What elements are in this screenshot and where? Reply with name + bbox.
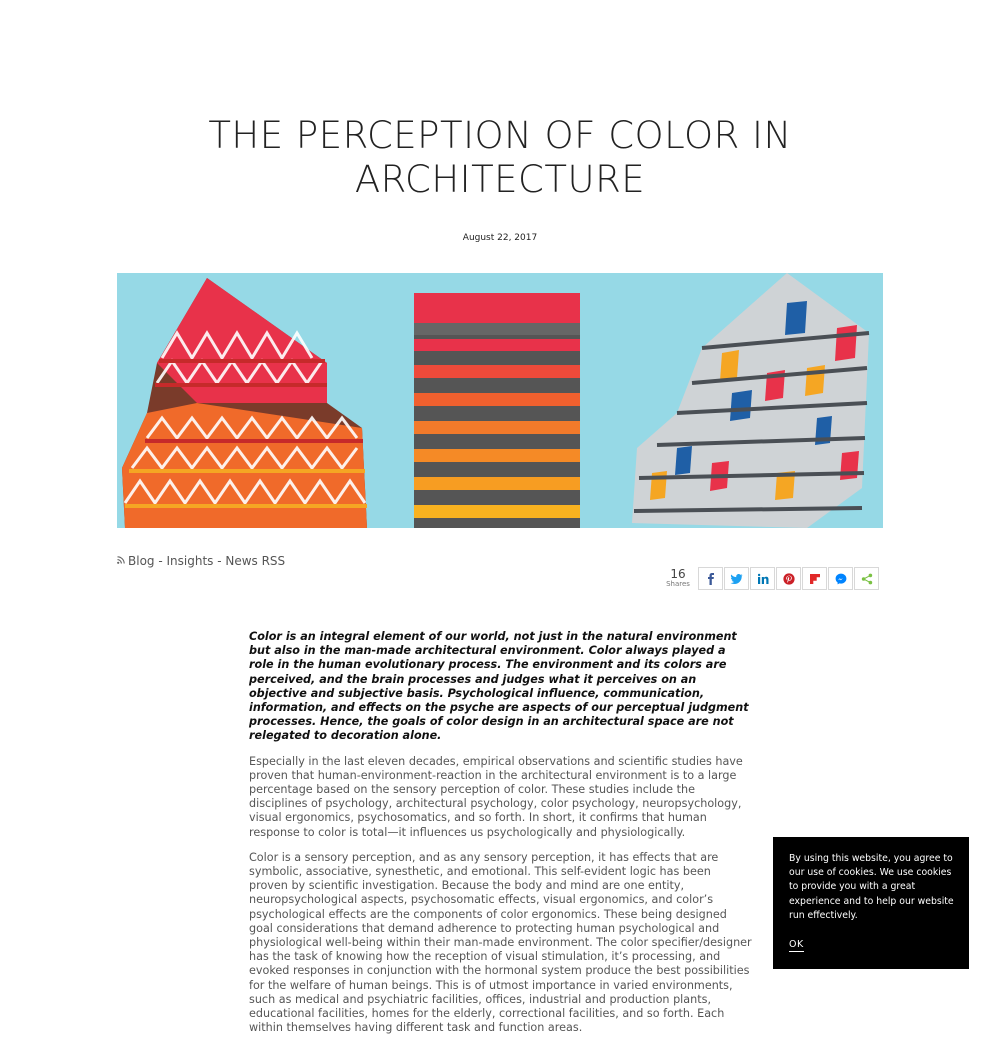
page-title xyxy=(0,114,1000,202)
share-bar xyxy=(662,567,879,590)
rss-link[interactable] xyxy=(117,554,285,568)
right-building xyxy=(632,273,869,528)
flipboard-icon xyxy=(809,573,821,585)
article-paragraph-2: Color is a sensory perception, and as any sensory perception, it has effects that are symbolic, associative, synesthetic, and emotional. This self-evident logic has been proven by scientific investigation. Because the body and mind are one entity, neuropsychological aspects, psychosomatic effects, visual ergonomics, and color’s psychological effects are the components of color ergonomics. These being designed goal considerations that demand adherence to protecting human psychological and physiological well-being within their man-made environment. The color specifier/designer has the task of knowing how the reception of visual stimulation, it’s processing, and evoked responses in conjunction with the hormonal system produce the best possibilities for the welfare of human beings. This is of utmost importance in varied environments, such as medical and psychiatric facilities, offices, industrial and production plants, educational facilities, homes for the elderly, correctional facilities, and so forth. Each within themselves having different task and function areas. xyxy=(249,850,752,1035)
share-count-label: Shares xyxy=(666,580,690,588)
page-title-line-2: ARCHITECTURE xyxy=(354,158,646,201)
article-body xyxy=(249,630,753,1046)
rss-icon xyxy=(117,556,125,567)
rss-label: Blog - Insights - News RSS xyxy=(128,554,286,568)
linkedin-share-button[interactable] xyxy=(750,567,775,590)
middle-building xyxy=(414,293,580,528)
left-building xyxy=(122,278,367,528)
twitter-icon xyxy=(730,573,743,585)
cookie-message: By using this website, you agree to our use of cookies. We use cookies to provide you with a great experience and to help our website run effectively. xyxy=(789,853,954,921)
messenger-share-button[interactable] xyxy=(828,567,853,590)
twitter-share-button[interactable] xyxy=(724,567,749,590)
cookie-banner xyxy=(773,837,969,969)
share-count-number: 16 xyxy=(670,567,686,581)
hero-illustration xyxy=(117,273,883,528)
cookie-ok-button[interactable]: OK xyxy=(789,939,804,951)
pinterest-icon xyxy=(783,573,795,585)
more-share-button[interactable] xyxy=(854,567,879,590)
post-date: August 22, 2017 xyxy=(462,233,538,243)
linkedin-icon xyxy=(757,573,769,585)
facebook-icon xyxy=(705,573,717,585)
pinterest-share-button[interactable] xyxy=(776,567,801,590)
facebook-share-button[interactable] xyxy=(698,567,723,590)
article-lead: Color is an integral element of our world, not just in the natural environment but also in the man-made architectural environment. Color always played a role in the human evolutionary process. The environment and its colors are perceived, and the brain processes and judges what it perceives on an objective and subjective basis. Psychological influence, communication, information, and effects on the psyche are aspects of our perceptual judgment processes. Hence, the goals of color design in an architectural space are not relegated to decoration alone. xyxy=(249,630,749,743)
hero-image xyxy=(117,273,883,528)
flipboard-share-button[interactable] xyxy=(802,567,827,590)
share-icon xyxy=(861,573,873,585)
share-count xyxy=(662,568,694,589)
article-paragraph-1: Especially in the last eleven decades, empirical observations and scientific studies have proven that human-environment-reaction in the architectural environment is to a large percentage based on the sensory perception of color. These studies include the disciplines of psychology, architectural psychology, color psychology, neuropsychology, visual ergonomics, psychosomatics, and so forth. In short, it confirms that human response to color is total—it influences us psychologically and physiologically. xyxy=(249,754,743,839)
messenger-icon xyxy=(835,573,847,585)
page-title-line-1: THE PERCEPTION OF COLOR IN xyxy=(208,114,792,157)
